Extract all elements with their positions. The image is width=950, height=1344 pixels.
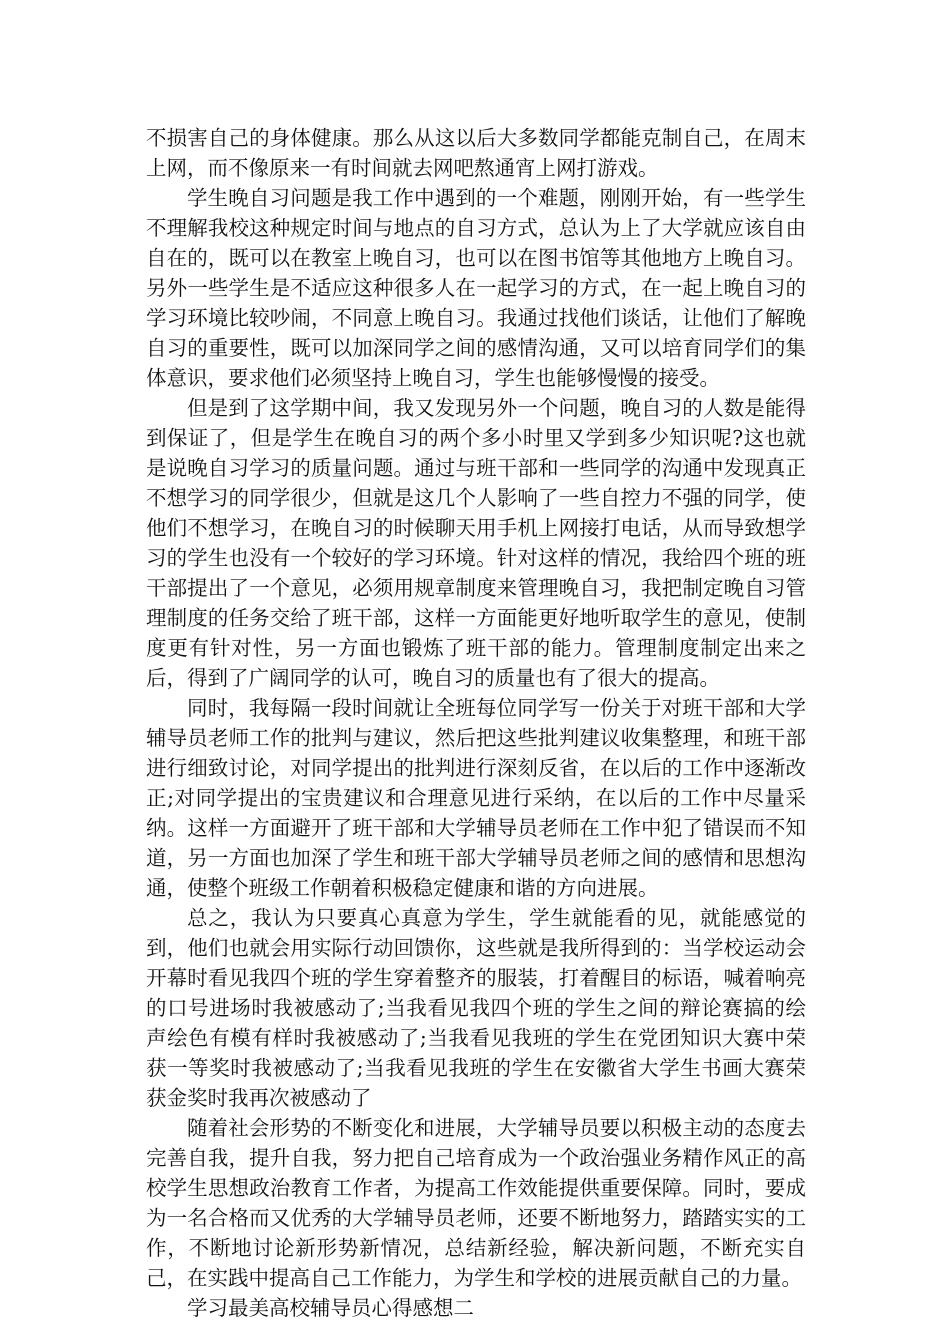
- document-page: [146, 123, 806, 1323]
- section-heading: 学习最美高校辅导员心得感想二: [187, 1296, 474, 1320]
- paragraph-5: 总之，我认为只要真心真意为学生，学生就能看的见，就能感觉的到，他们也就会用实际行动回馈你，这些就是我所得到的：当学校运动会开幕时看见我四个班的学生穿着整齐的服装，打着醒目的标语，喊着响亮的口号进场时我被感动了;当我看见我四个班的学生之间的辩论赛搞的绘声绘色有模有样时我被感动了;当我看见我班的学生在党团知识大赛中荣获一等奖时我被感动了;当我看见我班的学生在安徽省大学生书画大赛荣获金奖时我再次被感动了: [146, 906, 806, 1110]
- paragraph-2: 学生晚自习问题是我工作中遇到的一个难题，刚刚开始，有一些学生不理解我校这种规定时间与地点的自习方式，总认为上了大学就应该自由自在的，既可以在教室上晚自习，也可以在图书馆等其他地方上晚自习。另外一些学生是不适应这种很多人在一起学习的方式，在一起上晚自习的学习环境比较吵闹，不同意上晚自习。我通过找他们谈话，让他们了解晚自习的重要性，既可以加深同学之间的感情沟通，又可以培育同学们的集体意识，要求他们必须坚持上晚自习，学生也能够慢慢的接受。: [146, 186, 806, 390]
- paragraph-3: 但是到了这学期中间，我又发现另外一个问题，晚自习的人数是能得到保证了，但是学生在晚自习的两个多小时里又学到多少知识呢?这也就是说晚自习学习的质量问题。通过与班干部和一些同学的沟通中发现真正不想学习的同学很少，但就是这几个人影响了一些自控力不强的同学，使他们不想学习，在晚自习的时候聊天用手机上网接打电话，从而导致想学习的学生也没有一个较好的学习环境。针对这样的情况，我给四个班的班干部提出了一个意见，必须用规章制度来管理晚自习，我把制定晚自习管理制度的任务交给了班干部，这样一方面能更好地听取学生的意见，使制度更有针对性，另一方面也锻炼了班干部的能力。管理制度制定出来之后，得到了广阔同学的认可，晚自习的质量也有了很大的提高。: [146, 396, 806, 690]
- paragraph-4: 同时，我每隔一段时间就让全班每位同学写一份关于对班干部和大学辅导员老师工作的批判与建议，然后把这些批判建议收集整理，和班干部进行细致讨论，对同学提出的批判进行深刻反省，在以后的工作中逐渐改正;对同学提出的宝贵建议和合理意见进行采纳，在以后的工作中尽量采纳。这样一方面避开了班干部和大学辅导员老师在工作中犯了错误而不知道，另一方面也加深了学生和班干部大学辅导员老师之间的感情和思想沟通，使整个班级工作朝着积极稳定健康和谐的方向进展。: [146, 696, 806, 900]
- paragraph-6: 随着社会形势的不断变化和进展，大学辅导员要以积极主动的态度去完善自我，提升自我，努力把自己培育成为一个政治强业务精作风正的高校学生思想政治教育工作者，为提高工作效能提供重要保障。同时，要成为一名合格而又优秀的大学辅导员老师，还要不断地努力，踏踏实实的工作，不断地讨论新形势新情况，总结新经验，解决新问题，不断充实自己，在实践中提高自己工作能力，为学生和学校的进展贡献自己的力量。: [146, 1116, 806, 1290]
- paragraph-1: 不损害自己的身体健康。那么从这以后大多数同学都能克制自己，在周末上网，而不像原来一有时间就去网吧熬通宵上网打游戏。: [146, 126, 806, 180]
